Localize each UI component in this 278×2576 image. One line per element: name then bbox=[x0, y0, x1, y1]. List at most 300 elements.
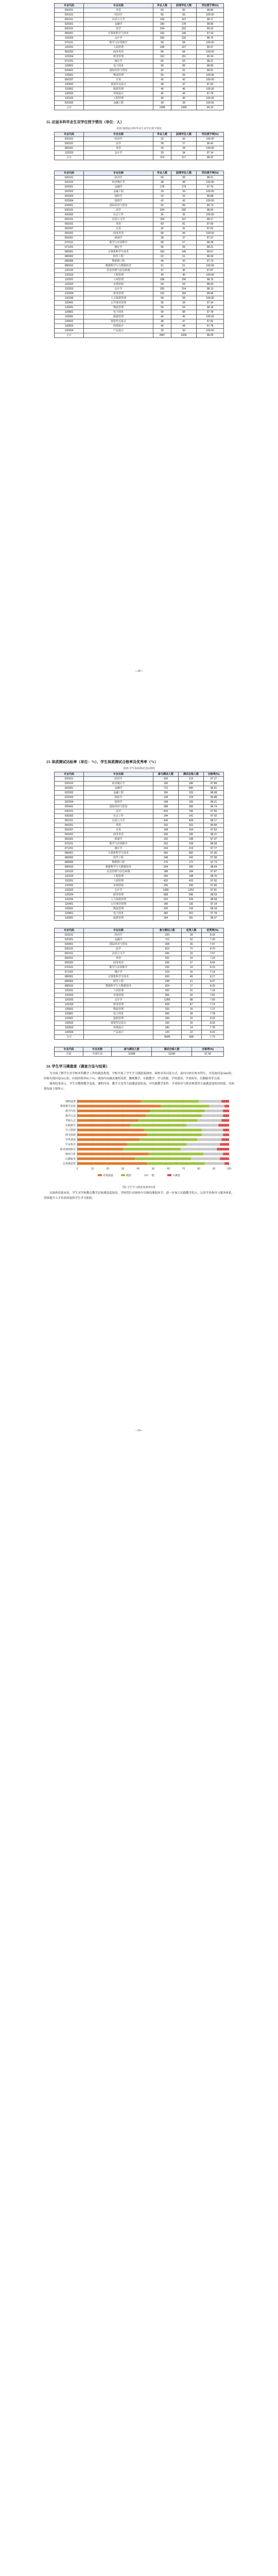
page-number: —18— bbox=[135, 670, 143, 673]
bar-segment bbox=[202, 1129, 223, 1131]
table-cell: 120203 bbox=[55, 36, 84, 41]
table-cell: 030101 bbox=[55, 208, 84, 213]
table-cell: 经济学 bbox=[84, 176, 153, 180]
y-category-label: 教学内容 bbox=[65, 1110, 76, 1113]
legend-label: 一般 bbox=[149, 1174, 155, 1177]
column-header: 获得学位人数 bbox=[171, 132, 197, 137]
table-cell: 336 bbox=[153, 961, 182, 965]
bar-segment bbox=[191, 1158, 220, 1160]
double-degree-table bbox=[54, 132, 224, 160]
table-row bbox=[55, 814, 224, 819]
table-cell: 98.37 bbox=[204, 916, 224, 921]
table-cell: 8640 bbox=[153, 1035, 182, 1040]
table-cell: 旅游管理 bbox=[84, 87, 153, 92]
table-cell: 90 bbox=[153, 64, 171, 69]
table-cell: 200 bbox=[179, 865, 204, 870]
table-cell: 97.92 bbox=[197, 319, 224, 324]
table-cell: 120204 bbox=[55, 893, 84, 897]
table-row bbox=[55, 786, 224, 791]
paragraph: 从调查结果来看，学生对学校教育教学总体满意度较高。学校将针对调查中反映的薄弱环节，进一步加大实践教学投入，完善学业指导与服务体系，持续提升人才培养质量和学生学习体验。 bbox=[44, 1192, 234, 1200]
table-cell: 316 bbox=[171, 36, 197, 41]
table-cell: 97.75 bbox=[197, 185, 224, 190]
table-cell: 148 bbox=[179, 837, 204, 842]
table-cell: 204 bbox=[153, 865, 179, 870]
table-cell: 97.59 bbox=[197, 222, 224, 227]
table-cell: 080901 bbox=[55, 975, 84, 979]
table-row bbox=[55, 800, 224, 805]
table-cell: 020102 bbox=[55, 782, 84, 786]
bar-segment bbox=[223, 1129, 229, 1131]
table-cell: 050201 bbox=[55, 956, 84, 961]
page-1 bbox=[0, 0, 278, 690]
section-heading-24: 24. 学生学习满意度（调查方法与结果） bbox=[46, 1064, 110, 1069]
table-row bbox=[55, 18, 224, 22]
table-header-row bbox=[55, 772, 224, 777]
table-cell: 188 bbox=[153, 870, 179, 874]
table-cell: 法学 bbox=[84, 809, 153, 814]
table-cell: 97.87 bbox=[204, 870, 224, 874]
table-cell: 96.99 bbox=[204, 823, 224, 828]
bar-segment bbox=[140, 1138, 197, 1141]
table-row bbox=[55, 984, 224, 989]
bar-segment bbox=[147, 1133, 202, 1136]
table-row bbox=[55, 176, 224, 180]
table-cell: 120204 bbox=[55, 292, 84, 296]
section-heading-22: 22. 应届本科毕业生双学位授予情况（单位：人） bbox=[46, 120, 124, 124]
table-cell: 44 bbox=[171, 324, 197, 329]
table-cell: 8.33 bbox=[201, 1030, 223, 1035]
table-cell: 192 bbox=[153, 1021, 182, 1026]
table-cell: 070101 bbox=[55, 965, 84, 970]
y-category-label: 学业指导 bbox=[65, 1143, 76, 1147]
table-cell: 050207 bbox=[55, 828, 84, 833]
table-cell: 120401 bbox=[55, 301, 84, 306]
table-cell: 经济学 bbox=[84, 777, 153, 782]
table-cell: 232 bbox=[153, 842, 179, 846]
y-category-label: 实践教学 bbox=[65, 1124, 76, 1127]
table-cell: 145 bbox=[171, 250, 197, 255]
table-cell: 会计学 bbox=[84, 888, 153, 893]
table-cell: 36 bbox=[171, 213, 197, 217]
table-cell: 107 bbox=[171, 45, 197, 50]
table-row bbox=[55, 222, 224, 227]
table-cell: 050101 bbox=[55, 18, 84, 22]
table-cell: 58 bbox=[153, 241, 171, 245]
table-cell: 统计学 bbox=[84, 970, 153, 975]
table-cell: 130502 bbox=[55, 82, 84, 87]
table-cell: 242 bbox=[179, 856, 204, 860]
table-cell: 020303 bbox=[55, 194, 84, 199]
table-cell: 55 bbox=[171, 245, 197, 250]
table-cell: 国际经济与贸易 bbox=[84, 805, 153, 809]
table-cell: 020302 bbox=[55, 101, 84, 106]
table-cell: 796 bbox=[179, 809, 204, 814]
table-cell: 232 bbox=[153, 897, 179, 902]
bar-segment bbox=[220, 1158, 229, 1160]
table-cell: 97.62 bbox=[204, 828, 224, 833]
table-row bbox=[55, 884, 224, 888]
table-cell: 156 bbox=[153, 791, 179, 795]
table-cell: 15 bbox=[181, 1016, 201, 1021]
bar-segment bbox=[186, 1124, 218, 1127]
table-cell: 法学 bbox=[84, 27, 153, 31]
table-cell: 152 bbox=[153, 55, 171, 59]
table-cell: 物流管理 bbox=[84, 73, 153, 78]
table-cell: 180 bbox=[153, 1026, 182, 1030]
column-header: 获得学位人数 bbox=[171, 4, 197, 8]
table-cell: 158 bbox=[179, 874, 204, 879]
table-cell: 98.89 bbox=[197, 22, 224, 27]
table-row bbox=[55, 1035, 224, 1040]
table-row bbox=[55, 777, 224, 782]
table-cell: 英语 bbox=[84, 823, 153, 828]
table-cell: 98.68 bbox=[197, 292, 224, 296]
bar-segment bbox=[77, 1129, 144, 1131]
table-cell: 020304 bbox=[55, 800, 84, 805]
table-row bbox=[55, 36, 224, 41]
table-cell: 44 bbox=[153, 259, 171, 264]
table-cell: 080902 bbox=[55, 255, 84, 259]
table-cell: 152 bbox=[153, 837, 179, 842]
table-cell: 金融工程 bbox=[84, 190, 153, 194]
table-cell: 金融学 bbox=[84, 22, 153, 27]
table-cell: 7.18 bbox=[201, 989, 223, 993]
table-cell: 178 bbox=[153, 185, 171, 190]
table-cell: 83 bbox=[153, 222, 171, 227]
table-cell: 46 bbox=[171, 315, 197, 319]
table-cell: 96.88 bbox=[197, 194, 224, 199]
table-row bbox=[55, 979, 224, 984]
table-cell: 合计 bbox=[55, 333, 84, 338]
table-cell: 国际经济与贸易 bbox=[84, 204, 153, 208]
table-row bbox=[55, 1026, 224, 1030]
table-cell: 7.30 bbox=[201, 938, 223, 942]
table-cell: 150 bbox=[153, 31, 171, 36]
table-cell: 320 bbox=[153, 287, 171, 292]
table-cell: 141 bbox=[179, 814, 204, 819]
table-cell: 财务管理 bbox=[84, 1003, 153, 1007]
table-cell: 120801 bbox=[55, 64, 84, 69]
table-cell: 42 bbox=[153, 199, 171, 204]
table-cell: 120103 bbox=[55, 96, 84, 101]
table-cell: 98.15 bbox=[197, 278, 224, 282]
table-cell: 020401 bbox=[55, 204, 84, 208]
table-cell: 34 bbox=[171, 301, 197, 306]
table-row bbox=[55, 8, 224, 13]
table-cell: 071201 bbox=[55, 846, 84, 851]
table-cell: 经济学 bbox=[84, 933, 153, 938]
table-cell: 98.32 bbox=[197, 156, 224, 160]
x-tick-label: 80 bbox=[197, 1167, 200, 1171]
bar-segment bbox=[181, 1148, 217, 1150]
table-cell: 7.57 bbox=[201, 952, 223, 956]
table-cell: 1252 bbox=[179, 888, 204, 893]
table-row bbox=[55, 106, 224, 110]
table-cell: 020401 bbox=[55, 69, 84, 73]
table-cell: 100.00 bbox=[197, 137, 224, 142]
table-cell: 97.77 bbox=[204, 846, 224, 851]
column-header: 专业名称 bbox=[84, 772, 153, 777]
table-cell: 电子商务 bbox=[84, 310, 153, 315]
table-cell: 816 bbox=[153, 947, 182, 952]
table-cell: 商务英语 bbox=[84, 961, 153, 965]
table-cell: 108 bbox=[153, 45, 171, 50]
table-cell: 204 bbox=[153, 984, 182, 989]
table-row bbox=[55, 306, 224, 310]
table-cell: 48 bbox=[153, 319, 171, 324]
column-header: 优秀人数 bbox=[181, 928, 201, 933]
table-cell: 98.17 bbox=[197, 18, 224, 22]
table-cell: 商务英语 bbox=[84, 231, 153, 236]
table-cell: 34 bbox=[171, 151, 197, 156]
table-caption-22: 表22 2023届本科毕业生双学位授予情况 bbox=[116, 127, 162, 130]
table-cell: 89 bbox=[171, 204, 197, 208]
table-cell: 97.87 bbox=[197, 268, 224, 273]
table-cell: 工程管理 bbox=[84, 96, 153, 101]
table-row bbox=[55, 199, 224, 204]
table-row bbox=[55, 64, 224, 69]
table-row bbox=[55, 73, 224, 78]
table-row bbox=[55, 27, 224, 31]
table-cell: 42 bbox=[171, 199, 197, 204]
bar-segment bbox=[221, 1119, 229, 1122]
table-cell: 全校 bbox=[55, 1052, 83, 1057]
table-cell: 190 bbox=[153, 782, 179, 786]
table-row bbox=[55, 278, 224, 282]
table-cell: 97.33 bbox=[197, 31, 224, 36]
table-row bbox=[55, 151, 224, 156]
table-cell: 19 bbox=[181, 965, 201, 970]
table-cell: 8.17 bbox=[201, 975, 223, 979]
table-cell: 公共事业管理 bbox=[84, 301, 153, 306]
table-cell: 071201 bbox=[55, 245, 84, 250]
table-cell: 新闻学 bbox=[84, 837, 153, 842]
table-cell: 98.04 bbox=[204, 865, 224, 870]
column-header: 专业代码 bbox=[55, 4, 84, 8]
table-cell: 120201 bbox=[55, 278, 84, 282]
table-cell: 28 bbox=[153, 142, 171, 146]
table-cell: 030101 bbox=[55, 809, 84, 814]
table-row bbox=[55, 795, 224, 800]
table-row bbox=[55, 301, 224, 306]
table-row bbox=[55, 101, 224, 106]
legend-label: 不满意 bbox=[172, 1174, 181, 1177]
table-cell: 55 bbox=[153, 306, 171, 310]
table-cell: 视觉传达设计 bbox=[84, 82, 153, 87]
table-cell: 020303 bbox=[55, 795, 84, 800]
table-cell: 26 bbox=[181, 942, 201, 947]
column-header: 参与测试人数 bbox=[153, 772, 179, 777]
table-cell bbox=[84, 106, 153, 110]
table-cell: 62 bbox=[153, 255, 171, 259]
table-row bbox=[55, 185, 224, 190]
table-cell: 214 bbox=[179, 777, 204, 782]
table-row bbox=[55, 204, 224, 208]
table-cell: 100.00 bbox=[197, 101, 224, 106]
table-cell: 106 bbox=[171, 278, 197, 282]
table-cell: 保险学 bbox=[84, 795, 153, 800]
table-cell: 7.14 bbox=[201, 970, 223, 975]
table-cell: 050201 bbox=[55, 8, 84, 13]
table-cell: 46 bbox=[171, 268, 197, 273]
table-cell: 124 bbox=[179, 795, 204, 800]
table-cell: 96.74 bbox=[204, 805, 224, 809]
table-cell: 432 bbox=[153, 879, 179, 884]
bar-segment bbox=[223, 1153, 229, 1155]
table-cell: 经济统计学 bbox=[84, 180, 153, 185]
table-row bbox=[55, 31, 224, 36]
table-cell: 市场营销 bbox=[84, 282, 153, 287]
table-cell: 52 bbox=[181, 938, 201, 942]
table-cell: 法学 bbox=[84, 142, 153, 146]
table-row bbox=[55, 993, 224, 998]
table-cell: 030302 bbox=[55, 814, 84, 819]
table-cell: 050101 bbox=[55, 952, 84, 956]
table-cell: 工程管理 bbox=[84, 273, 153, 278]
x-tick-label: 30 bbox=[121, 1167, 125, 1171]
y-category-label: 学风建设 bbox=[65, 1138, 76, 1142]
column-header: 合格率(%) bbox=[192, 1047, 224, 1052]
column-header: 获得学位人数 bbox=[171, 171, 197, 176]
table-cell: 107 bbox=[171, 217, 197, 222]
table-row bbox=[55, 1012, 224, 1016]
table-cell: 商务英语 bbox=[84, 833, 153, 837]
y-category-label: 考核方式 bbox=[65, 1119, 76, 1123]
table-cell: 英语 bbox=[84, 222, 153, 227]
bar-segment bbox=[199, 1100, 221, 1103]
table-cell: 数学与应用数学 bbox=[84, 241, 153, 245]
table-cell: 228 bbox=[179, 842, 204, 846]
table-cell: 080910 bbox=[55, 865, 84, 870]
table-cell: 35 bbox=[153, 301, 171, 306]
table-cell: 080905 bbox=[55, 259, 84, 264]
table-cell: 120204 bbox=[55, 55, 84, 59]
column-header: 毕业人数 bbox=[153, 171, 171, 176]
table-cell: 81 bbox=[171, 222, 197, 227]
table-cell: 314 bbox=[171, 287, 197, 292]
table-row bbox=[55, 22, 224, 27]
table-cell: 100.00 bbox=[197, 73, 224, 78]
table-cell: 24 bbox=[181, 956, 201, 961]
x-tick-label: 70 bbox=[182, 1167, 185, 1171]
table-cell: 030101 bbox=[55, 27, 84, 31]
table-cell: 8.04 bbox=[201, 961, 223, 965]
table-cell: 97.62 bbox=[197, 227, 224, 231]
table-cell: 45 bbox=[153, 324, 171, 329]
table-cell: 17 bbox=[181, 984, 201, 989]
table-cell: 经济学 bbox=[84, 13, 153, 18]
table-cell: 数据科学与大数据技术 bbox=[84, 865, 153, 870]
table-cell: 1280 bbox=[153, 998, 182, 1003]
table-cell: 117 bbox=[171, 156, 197, 160]
table-row bbox=[55, 870, 224, 874]
table-row bbox=[55, 989, 224, 993]
table-cell: 020401 bbox=[55, 805, 84, 809]
table-cell: 100.00 bbox=[197, 87, 224, 92]
table-cell: 97.27 bbox=[204, 777, 224, 782]
table-cell: 120 bbox=[153, 1030, 182, 1035]
table-row bbox=[55, 190, 224, 194]
table-cell: 49 bbox=[181, 975, 201, 979]
bar-segment bbox=[150, 1110, 205, 1112]
table-cell: 电子商务 bbox=[84, 64, 153, 69]
table-cell: 7.81 bbox=[201, 993, 223, 998]
table-cell: 050301 bbox=[55, 236, 84, 241]
column-header: 优秀率(%) bbox=[201, 928, 223, 933]
table-cell: 080901 bbox=[55, 250, 84, 255]
table-cell: 120202 bbox=[55, 282, 84, 287]
table-cell: 98.28 bbox=[204, 842, 224, 846]
y-category-label: 职业规划指导 bbox=[60, 1148, 76, 1151]
table-cell: 物流管理 bbox=[84, 306, 153, 310]
table-cell: 020101 bbox=[55, 777, 84, 782]
table-cell: 旅游管理 bbox=[84, 916, 153, 921]
table-row bbox=[55, 952, 224, 956]
table-cell: 58 bbox=[153, 296, 171, 301]
table-cell: 7.78 bbox=[201, 1012, 223, 1016]
table-cell: 200 bbox=[171, 208, 197, 213]
column-header: 毕业人数 bbox=[153, 132, 171, 137]
table-cell: 89 bbox=[171, 64, 197, 69]
table-cell: 数学与应用数学 bbox=[84, 41, 153, 45]
table-cell: 080910 bbox=[55, 984, 84, 989]
table-cell: 98.17 bbox=[197, 217, 224, 222]
table-cell: 国际经济与贸易 bbox=[84, 942, 153, 947]
table-cell: 99.34 bbox=[197, 55, 224, 59]
column-header: 专业代码 bbox=[55, 1047, 83, 1052]
paragraph: 为全面了解学生对学校本科教学工作的满意程度，学校开展了学生学习满意度调查。调查采用问卷方式，面向全体在校本科生，共发放问卷5860份，回收有效问卷5612份，有效回收率95.77%。调查内容涵盖课程设置、教师教学、实践教学、学习资源、学风建设、学业指导、后勤服务等方面。 bbox=[44, 1072, 234, 1080]
table-cell: 119 bbox=[153, 156, 171, 160]
table-row bbox=[55, 965, 224, 970]
table-cell: 16 bbox=[181, 1021, 201, 1026]
table-cell: 120206 bbox=[55, 897, 84, 902]
table-cell: 合计 bbox=[55, 106, 84, 110]
table-cell: 84 bbox=[171, 231, 197, 236]
table-cell: 332 bbox=[153, 823, 179, 828]
table-cell: 1980 bbox=[171, 106, 197, 110]
table-cell: 全部专业 bbox=[83, 1052, 112, 1057]
table-cell: 40 bbox=[171, 273, 197, 278]
table-cell: 数学与应用数学 bbox=[84, 965, 153, 970]
table-cell: 150 bbox=[153, 250, 171, 255]
legend-swatch bbox=[98, 1174, 102, 1176]
table-cell: 100.00 bbox=[197, 315, 224, 319]
table-row bbox=[55, 217, 224, 222]
table-cell: 47 bbox=[171, 82, 197, 87]
table-cell: 020101 bbox=[55, 13, 84, 18]
bar-segment bbox=[221, 1138, 229, 1141]
table-cell bbox=[84, 1035, 153, 1040]
table-cell: 150 bbox=[171, 292, 197, 296]
table-cell: 020301 bbox=[55, 938, 84, 942]
table-cell: 120201 bbox=[55, 989, 84, 993]
table-row bbox=[55, 142, 224, 146]
table-cell: 37 bbox=[171, 236, 197, 241]
table-cell: 48 bbox=[171, 180, 197, 185]
table-cell: 120601 bbox=[55, 73, 84, 78]
table-cell: 30 bbox=[171, 329, 197, 333]
table-row bbox=[55, 938, 224, 942]
table-cell: 国际经济与贸易 bbox=[84, 69, 153, 73]
table-cell: 合计 bbox=[55, 156, 84, 160]
bar-segment bbox=[210, 1105, 225, 1107]
table-cell: 产品设计 bbox=[84, 1030, 153, 1035]
table-cell: 020102 bbox=[55, 180, 84, 185]
table-cell: 55 bbox=[171, 176, 197, 180]
table-cell: 582 bbox=[179, 851, 204, 856]
table-cell: 7.78 bbox=[201, 1026, 223, 1030]
table-cell: 电子商务 bbox=[84, 1012, 153, 1016]
